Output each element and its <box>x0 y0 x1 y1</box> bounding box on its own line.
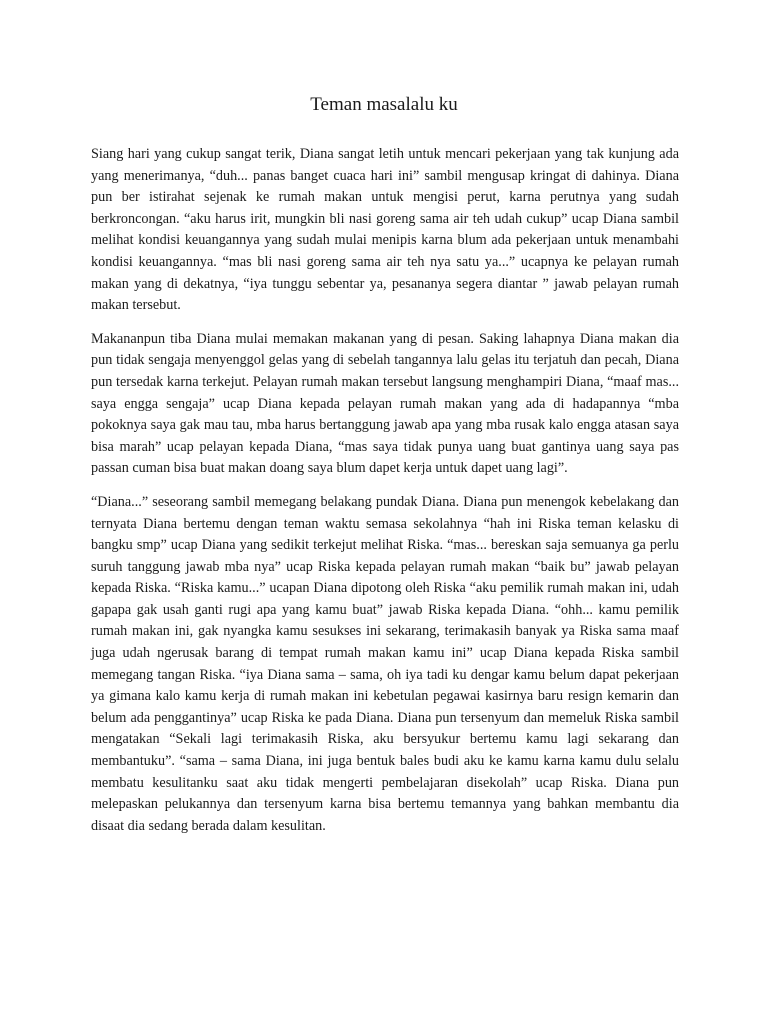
paragraph-3: “Diana...” seseorang sambil memegang belakang pundak Diana. Diana pun menengok kebelakang dan ternyata Diana bertemu dengan teman waktu semasa sekolahnya “hah ini Riska teman kelasku di bangku smp” ucap Diana yang sedikit terkejut melihat Riska. “mas... bereskan saja semuanya ga perlu suruh tanggung jawab mba nya” ucap Riska kepada pelayan rumah makan “baik bu” jawab pelayan kepada Riska. “Riska kamu...” ucapan Diana dipotong oleh Riska “aku pemilik rumah makan ini, udah gapapa gak usah ganti rugi apa yang kamu buat” jawab Riska kepada Diana. “ohh... kamu pemilik rumah makan ini, gak nyangka kamu sesukses ini sekarang, terimakasih banyak ya Riska sama maaf juga udah ngerusak barang di tempat rumah makan kamu ini” ucap Diana kepada Riska sambil memegang tangan Riska. “iya Diana sama – sama, oh iya tadi ku dengar kamu belum dapat pekerjaan ya gimana kalo kamu kerja di rumah makan ini kebetulan pegawai kasirnya baru resign kemarin dan belum ada penggantinya” ucap Riska ke pada Diana. Diana pun tersenyum dan memeluk Riska sambil mengatakan “Sekali lagi terimakasih Riska, aku bersyukur bertemu kamu lagi sekarang dan membantuku”. “sama – sama Diana, ini juga bentuk bales budi aku ke kamu karna kamu dulu selalu membatu kesulitanku saat aku tidak mengerti pembelajaran disekolah” ucap Riska. Diana pun melepaskan pelukannya dan tersenyum karna bisa bertemu temannya yang bahkan membantu dia disaat dia sedang berada dalam kesulitan. <box>91 493 679 834</box>
paragraph-2: Makananpun tiba Diana mulai memakan makanan yang di pesan. Saking lahapnya Diana makan dia pun tidak sengaja menyenggol gelas yang di sebelah tangannya lalu gelas itu terjatuh dan pecah, Diana pun tersedak karna terkejut. Pelayan rumah makan tersebut langsung menghampiri Diana, “maaf mas... saya engga sengaja” ucap Diana kepada pelayan rumah makan yang ada di hadapannya “mba pokoknya saya gak mau tau, mba harus bertanggung jawab apa yang mba rusak kalo engga atasan saya bisa marah” ucap pelayan kepada Diana, “mas saya tidak punya uang buat gantinya uang saya pas passan cuman bisa buat makan doang saya blum dapet kerja untuk dapet uang lagi”. <box>91 330 679 477</box>
document-title: Teman masalalu ku <box>310 94 458 115</box>
document-body <box>91 144 679 849</box>
paragraph-1: Siang hari yang cukup sangat terik, Diana sangat letih untuk mencari pekerjaan yang tak kunjung ada yang menerimanya, “duh... panas banget cuaca hari ini” sambil mengusap kringat di dahinya. Diana pun ber istirahat sejenak ke rumah makan untuk mengisi perut, karna perutnya yang sudah berkroncongan. “aku harus irit, mungkin bli nasi goreng sama air teh udah cukup” ucap Diana sambil melihat kondisi keuangannya yang sudah mulai menipis karna blum ada pekerjaan untuk menambahi kondisi keuangannya. “mas bli nasi goreng sama air teh nya satu ya...” ucapnya ke pelayan rumah makan yang di dekatnya, “iya tunggu sebentar ya, pesananya segera diantar ” jawab pelayan rumah makan tersebut. <box>91 146 679 314</box>
